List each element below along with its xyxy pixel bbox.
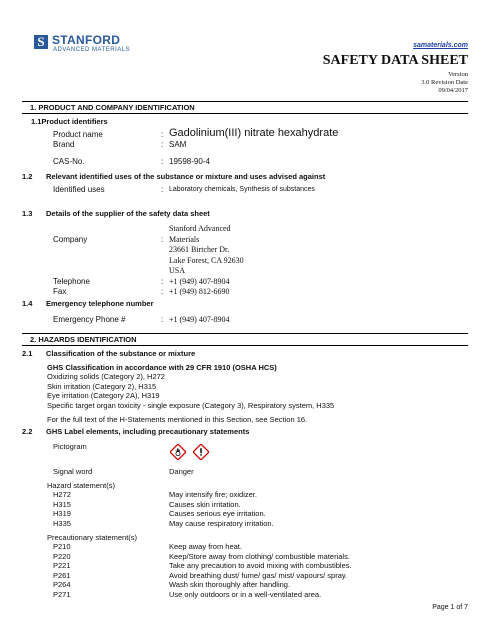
precaution-code: P271 [53, 589, 71, 599]
page-number: Page 1 of 7 [432, 604, 468, 611]
signal-word-value: Danger [169, 467, 194, 476]
company-address [169, 224, 244, 277]
hazard-code: H335 [53, 518, 71, 528]
precaution-text: Use only outdoors or in a well-ventilated area. [169, 589, 322, 599]
version-label: Version [448, 71, 468, 78]
hazard-text: Causes skin irritation. [169, 499, 241, 509]
hazard-code: H315 [53, 499, 71, 509]
identified-uses-label: Identified uses [53, 185, 105, 194]
hazard-statements-heading: Hazard statement(s) [47, 481, 115, 490]
classification-item: Oxidizing solids (Category 2), H272 [47, 372, 165, 381]
precaution-code: P220 [53, 551, 71, 561]
section-1-title: 1. PRODUCT AND COMPANY IDENTIFICATION [30, 103, 195, 112]
brand-value: SAM [169, 140, 187, 149]
subsection-number: 1.4 [22, 299, 33, 308]
address-line: Lake Forest, CA 92630 [169, 255, 244, 265]
full-text-note: For the full text of the H-Statements mentioned in this Section, see Section 16. [47, 415, 308, 424]
address-line: USA [169, 266, 186, 275]
precaution-text: Keep away from heat. [169, 542, 242, 551]
hazard-code: H319 [53, 509, 71, 518]
address-line: 23661 Birtcher Dr. [169, 245, 230, 254]
pictogram-label: Pictogram [53, 442, 87, 451]
address-line: Stanford Advanced [169, 224, 231, 233]
precaution-text-list [169, 542, 352, 599]
website-link[interactable]: samaterials.com [413, 42, 468, 49]
product-name-label: Product name [53, 130, 103, 139]
colon: : [161, 315, 164, 324]
revision-label: 3.0 Revision Date [421, 79, 468, 86]
section-2-title: 2. HAZARDS IDENTIFICATION [30, 335, 137, 344]
section-divider [22, 113, 468, 114]
precautionary-statements-heading: Precautionary statement(s) [47, 533, 138, 542]
subsection-2-2-title: GHS Label elements, including precautionary statements [46, 427, 250, 436]
subsection-1-2-title: Relevant identified uses of the substance or mixture and uses advised against [46, 172, 326, 181]
colon: : [161, 140, 164, 149]
document-title: SAFETY DATA SHEET [322, 53, 468, 68]
colon: : [161, 277, 164, 286]
logo-name: STANFORD [52, 33, 121, 47]
precaution-text: Keep/Store away from clothing/ combustible materials. [169, 551, 350, 561]
classification-item: Skin irritation (Category 2), H315 [47, 381, 157, 391]
hazard-code-list [53, 490, 71, 528]
colon: : [161, 130, 164, 139]
hazard-code: H272 [53, 490, 71, 499]
classification-item: Specific target organ toxicity - single exposure (Category 3), Respiratory system, H335 [47, 400, 335, 410]
flame-over-circle-icon [170, 444, 186, 460]
section-divider [22, 333, 468, 334]
colon: : [161, 185, 164, 194]
precaution-text: Avoid breathing dust/ fume/ gas/ mist/ vapours/ spray. [169, 570, 348, 580]
fax-value: +1 (949) 812-6690 [169, 287, 230, 296]
telephone-label: Telephone [53, 277, 90, 286]
brand-label: Brand [53, 140, 75, 149]
section-divider [22, 101, 468, 102]
precaution-code: P261 [53, 570, 71, 580]
identified-uses-value: Laboratory chemicals, Synthesis of substances [169, 186, 315, 193]
colon: : [161, 157, 164, 166]
logo-mark: S [34, 35, 48, 49]
precaution-code: P264 [53, 580, 71, 589]
colon: : [161, 235, 164, 244]
logo-tagline: ADVANCED MATERIALS [53, 47, 131, 53]
subsection-number: 2.1 [22, 349, 33, 358]
precaution-code-list [53, 542, 71, 599]
revision-date: 09/04/2017 [438, 87, 468, 94]
precaution-code: P210 [53, 542, 71, 551]
section-divider [22, 345, 468, 346]
telephone-value: +1 (949) 407-8904 [169, 277, 230, 286]
cas-value: 19598-90-4 [169, 157, 210, 166]
signal-word-label: Signal word [53, 467, 93, 476]
hazard-text: May intensify fire; oxidizer. [169, 490, 257, 499]
precaution-text: Wash skin thoroughly after handling. [169, 580, 291, 589]
precaution-text: Take any precaution to avoid mixing with combustibles. [169, 561, 352, 570]
fax-label: Fax [53, 287, 67, 296]
classification-item: Eye irritation (Category 2A), H319 [47, 391, 160, 400]
subsection-2-1-title: Classification of the substance or mixture [46, 349, 196, 358]
hazard-text: May cause respiratory irritation. [169, 518, 274, 528]
subsection-number: 1.2 [22, 172, 33, 181]
ghs-heading: GHS Classification in accordance with 29 CFR 1910 (OSHA HCS) [47, 363, 277, 372]
hazard-text: Causes serious eye irritation. [169, 509, 266, 518]
subsection-1-3-title: Details of the supplier of the safety data sheet [46, 209, 210, 218]
subsection-number: 2.2 [22, 427, 33, 436]
cas-label: CAS-No. [53, 157, 85, 166]
company-label: Company [53, 235, 88, 244]
subsection-1-1-title: 1.1Product identifiers [31, 117, 108, 126]
hazard-text-list [169, 490, 274, 528]
emergency-phone-value: +1 (949) 407-8904 [169, 315, 230, 324]
exclamation-mark-icon [193, 444, 209, 460]
classification-list [47, 372, 334, 410]
product-name-value: Gadolinium(III) nitrate hexahydrate [169, 127, 339, 139]
subsection-number: 1.3 [22, 209, 33, 218]
precaution-code: P221 [53, 561, 71, 570]
address-line: Materials [169, 234, 200, 244]
emergency-phone-label: Emergency Phone # [53, 315, 126, 324]
colon: : [161, 287, 164, 296]
subsection-1-4-title: Emergency telephone number [46, 299, 154, 308]
